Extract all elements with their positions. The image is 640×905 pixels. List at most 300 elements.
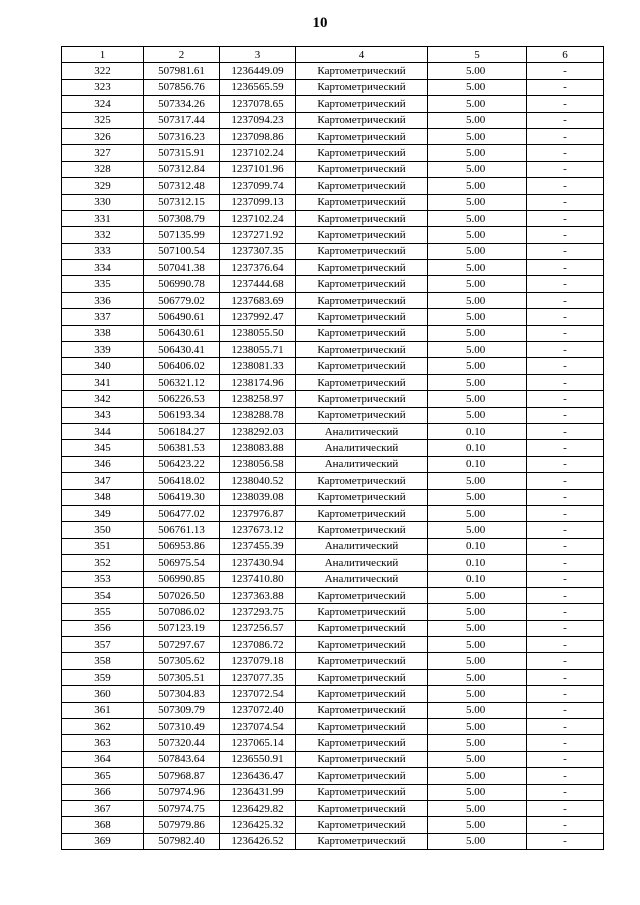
accuracy-cell: 5.00 bbox=[428, 276, 527, 292]
point-number-cell: 369 bbox=[62, 833, 144, 849]
x-coordinate-cell: 507968.87 bbox=[144, 768, 220, 784]
table-row bbox=[62, 555, 604, 571]
x-coordinate-cell: 506990.78 bbox=[144, 276, 220, 292]
note-cell: - bbox=[527, 407, 604, 423]
point-number-cell: 325 bbox=[62, 112, 144, 128]
x-coordinate-cell: 506423.22 bbox=[144, 456, 220, 472]
point-number-cell: 366 bbox=[62, 784, 144, 800]
note-cell: - bbox=[527, 194, 604, 210]
accuracy-cell: 0.10 bbox=[428, 555, 527, 571]
x-coordinate-cell: 507041.38 bbox=[144, 260, 220, 276]
accuracy-cell: 5.00 bbox=[428, 489, 527, 505]
method-cell: Картометрический bbox=[296, 473, 428, 489]
method-cell: Картометрический bbox=[296, 243, 428, 259]
y-coordinate-cell: 1236425.32 bbox=[220, 817, 296, 833]
accuracy-cell: 5.00 bbox=[428, 145, 527, 161]
point-number-cell: 347 bbox=[62, 473, 144, 489]
accuracy-cell: 5.00 bbox=[428, 751, 527, 767]
note-cell: - bbox=[527, 63, 604, 79]
note-cell: - bbox=[527, 620, 604, 636]
method-cell: Картометрический bbox=[296, 374, 428, 390]
accuracy-cell: 0.10 bbox=[428, 571, 527, 587]
note-cell: - bbox=[527, 325, 604, 341]
note-cell: - bbox=[527, 719, 604, 735]
note-cell: - bbox=[527, 112, 604, 128]
accuracy-cell: 5.00 bbox=[428, 210, 527, 226]
accuracy-cell: 5.00 bbox=[428, 587, 527, 603]
x-coordinate-cell: 506381.53 bbox=[144, 440, 220, 456]
method-cell: Картометрический bbox=[296, 768, 428, 784]
point-number-cell: 341 bbox=[62, 374, 144, 390]
note-cell: - bbox=[527, 669, 604, 685]
y-coordinate-cell: 1237099.74 bbox=[220, 178, 296, 194]
y-coordinate-cell: 1237307.35 bbox=[220, 243, 296, 259]
x-coordinate-cell: 506193.34 bbox=[144, 407, 220, 423]
table-row bbox=[62, 489, 604, 505]
note-cell: - bbox=[527, 538, 604, 554]
y-coordinate-cell: 1237086.72 bbox=[220, 637, 296, 653]
table-row bbox=[62, 243, 604, 259]
accuracy-cell: 5.00 bbox=[428, 161, 527, 177]
point-number-cell: 353 bbox=[62, 571, 144, 587]
accuracy-cell: 5.00 bbox=[428, 702, 527, 718]
note-cell: - bbox=[527, 800, 604, 816]
y-coordinate-cell: 1236431.99 bbox=[220, 784, 296, 800]
y-coordinate-cell: 1237102.24 bbox=[220, 210, 296, 226]
point-number-cell: 327 bbox=[62, 145, 144, 161]
method-cell: Картометрический bbox=[296, 735, 428, 751]
note-cell: - bbox=[527, 735, 604, 751]
point-number-cell: 340 bbox=[62, 358, 144, 374]
method-cell: Аналитический bbox=[296, 555, 428, 571]
point-number-cell: 324 bbox=[62, 96, 144, 112]
method-cell: Картометрический bbox=[296, 686, 428, 702]
point-number-cell: 355 bbox=[62, 604, 144, 620]
accuracy-cell: 5.00 bbox=[428, 522, 527, 538]
point-number-cell: 332 bbox=[62, 227, 144, 243]
table-row bbox=[62, 686, 604, 702]
accuracy-cell: 0.10 bbox=[428, 440, 527, 456]
x-coordinate-cell: 507312.48 bbox=[144, 178, 220, 194]
x-coordinate-cell: 507974.75 bbox=[144, 800, 220, 816]
y-coordinate-cell: 1236565.59 bbox=[220, 79, 296, 95]
point-number-cell: 350 bbox=[62, 522, 144, 538]
table-row bbox=[62, 604, 604, 620]
table-row bbox=[62, 178, 604, 194]
table-row bbox=[62, 456, 604, 472]
accuracy-cell: 5.00 bbox=[428, 768, 527, 784]
note-cell: - bbox=[527, 423, 604, 439]
method-cell: Картометрический bbox=[296, 620, 428, 636]
accuracy-cell: 5.00 bbox=[428, 686, 527, 702]
method-cell: Картометрический bbox=[296, 161, 428, 177]
y-coordinate-cell: 1237099.13 bbox=[220, 194, 296, 210]
y-coordinate-cell: 1237410.80 bbox=[220, 571, 296, 587]
table-row bbox=[62, 309, 604, 325]
table-row bbox=[62, 440, 604, 456]
y-coordinate-cell: 1236436.47 bbox=[220, 768, 296, 784]
point-number-cell: 364 bbox=[62, 751, 144, 767]
x-coordinate-cell: 507843.64 bbox=[144, 751, 220, 767]
y-coordinate-cell: 1237455.39 bbox=[220, 538, 296, 554]
note-cell: - bbox=[527, 489, 604, 505]
method-cell: Картометрический bbox=[296, 112, 428, 128]
note-cell: - bbox=[527, 243, 604, 259]
point-number-cell: 357 bbox=[62, 637, 144, 653]
table-row bbox=[62, 751, 604, 767]
accuracy-cell: 0.10 bbox=[428, 456, 527, 472]
point-number-cell: 338 bbox=[62, 325, 144, 341]
note-cell: - bbox=[527, 358, 604, 374]
table-row bbox=[62, 227, 604, 243]
note-cell: - bbox=[527, 555, 604, 571]
x-coordinate-cell: 507982.40 bbox=[144, 833, 220, 849]
table-row bbox=[62, 522, 604, 538]
point-number-cell: 349 bbox=[62, 505, 144, 521]
table-row bbox=[62, 800, 604, 816]
x-coordinate-cell: 506184.27 bbox=[144, 423, 220, 439]
accuracy-cell: 5.00 bbox=[428, 719, 527, 735]
table-row bbox=[62, 817, 604, 833]
method-cell: Картометрический bbox=[296, 325, 428, 341]
method-cell: Картометрический bbox=[296, 751, 428, 767]
point-number-cell: 330 bbox=[62, 194, 144, 210]
y-coordinate-cell: 1237363.88 bbox=[220, 587, 296, 603]
point-number-cell: 346 bbox=[62, 456, 144, 472]
x-coordinate-cell: 506975.54 bbox=[144, 555, 220, 571]
column-header: 4 bbox=[296, 47, 428, 63]
note-cell: - bbox=[527, 210, 604, 226]
method-cell: Картометрический bbox=[296, 63, 428, 79]
note-cell: - bbox=[527, 768, 604, 784]
y-coordinate-cell: 1238288.78 bbox=[220, 407, 296, 423]
point-number-cell: 335 bbox=[62, 276, 144, 292]
method-cell: Картометрический bbox=[296, 489, 428, 505]
note-cell: - bbox=[527, 456, 604, 472]
note-cell: - bbox=[527, 128, 604, 144]
x-coordinate-cell: 507135.99 bbox=[144, 227, 220, 243]
method-cell: Картометрический bbox=[296, 178, 428, 194]
y-coordinate-cell: 1237101.96 bbox=[220, 161, 296, 177]
column-header: 6 bbox=[527, 47, 604, 63]
note-cell: - bbox=[527, 571, 604, 587]
y-coordinate-cell: 1237293.75 bbox=[220, 604, 296, 620]
accuracy-cell: 5.00 bbox=[428, 260, 527, 276]
method-cell: Аналитический bbox=[296, 571, 428, 587]
note-cell: - bbox=[527, 702, 604, 718]
y-coordinate-cell: 1237079.18 bbox=[220, 653, 296, 669]
point-number-cell: 326 bbox=[62, 128, 144, 144]
accuracy-cell: 5.00 bbox=[428, 63, 527, 79]
note-cell: - bbox=[527, 96, 604, 112]
table-body bbox=[62, 63, 604, 850]
point-number-cell: 354 bbox=[62, 587, 144, 603]
note-cell: - bbox=[527, 79, 604, 95]
x-coordinate-cell: 506490.61 bbox=[144, 309, 220, 325]
table-row bbox=[62, 407, 604, 423]
y-coordinate-cell: 1237430.94 bbox=[220, 555, 296, 571]
point-number-cell: 343 bbox=[62, 407, 144, 423]
x-coordinate-cell: 507312.84 bbox=[144, 161, 220, 177]
table-row bbox=[62, 63, 604, 79]
point-number-cell: 322 bbox=[62, 63, 144, 79]
accuracy-cell: 5.00 bbox=[428, 194, 527, 210]
accuracy-cell: 0.10 bbox=[428, 423, 527, 439]
method-cell: Картометрический bbox=[296, 128, 428, 144]
table-row bbox=[62, 768, 604, 784]
x-coordinate-cell: 507305.51 bbox=[144, 669, 220, 685]
note-cell: - bbox=[527, 440, 604, 456]
y-coordinate-cell: 1238056.58 bbox=[220, 456, 296, 472]
point-number-cell: 351 bbox=[62, 538, 144, 554]
accuracy-cell: 5.00 bbox=[428, 653, 527, 669]
accuracy-cell: 5.00 bbox=[428, 79, 527, 95]
method-cell: Картометрический bbox=[296, 505, 428, 521]
note-cell: - bbox=[527, 292, 604, 308]
x-coordinate-cell: 507334.26 bbox=[144, 96, 220, 112]
accuracy-cell: 5.00 bbox=[428, 243, 527, 259]
note-cell: - bbox=[527, 178, 604, 194]
accuracy-cell: 5.00 bbox=[428, 817, 527, 833]
x-coordinate-cell: 506779.02 bbox=[144, 292, 220, 308]
method-cell: Картометрический bbox=[296, 833, 428, 849]
note-cell: - bbox=[527, 473, 604, 489]
note-cell: - bbox=[527, 260, 604, 276]
accuracy-cell: 5.00 bbox=[428, 407, 527, 423]
y-coordinate-cell: 1238055.71 bbox=[220, 342, 296, 358]
x-coordinate-cell: 507981.61 bbox=[144, 63, 220, 79]
method-cell: Картометрический bbox=[296, 407, 428, 423]
note-cell: - bbox=[527, 309, 604, 325]
coordinates-table bbox=[61, 46, 604, 850]
table-row bbox=[62, 276, 604, 292]
table-row bbox=[62, 210, 604, 226]
table-row bbox=[62, 96, 604, 112]
y-coordinate-cell: 1236550.91 bbox=[220, 751, 296, 767]
note-cell: - bbox=[527, 276, 604, 292]
method-cell: Картометрический bbox=[296, 391, 428, 407]
accuracy-cell: 0.10 bbox=[428, 538, 527, 554]
method-cell: Картометрический bbox=[296, 702, 428, 718]
y-coordinate-cell: 1237072.54 bbox=[220, 686, 296, 702]
method-cell: Картометрический bbox=[296, 227, 428, 243]
table-row bbox=[62, 538, 604, 554]
note-cell: - bbox=[527, 751, 604, 767]
note-cell: - bbox=[527, 391, 604, 407]
x-coordinate-cell: 507297.67 bbox=[144, 637, 220, 653]
y-coordinate-cell: 1237098.86 bbox=[220, 128, 296, 144]
method-cell: Картометрический bbox=[296, 719, 428, 735]
accuracy-cell: 5.00 bbox=[428, 637, 527, 653]
y-coordinate-cell: 1237992.47 bbox=[220, 309, 296, 325]
point-number-cell: 344 bbox=[62, 423, 144, 439]
note-cell: - bbox=[527, 637, 604, 653]
note-cell: - bbox=[527, 604, 604, 620]
y-coordinate-cell: 1237065.14 bbox=[220, 735, 296, 751]
y-coordinate-cell: 1238055.50 bbox=[220, 325, 296, 341]
accuracy-cell: 5.00 bbox=[428, 669, 527, 685]
table-row bbox=[62, 391, 604, 407]
method-cell: Аналитический bbox=[296, 538, 428, 554]
y-coordinate-cell: 1237094.23 bbox=[220, 112, 296, 128]
point-number-cell: 328 bbox=[62, 161, 144, 177]
x-coordinate-cell: 507316.23 bbox=[144, 128, 220, 144]
method-cell: Картометрический bbox=[296, 522, 428, 538]
x-coordinate-cell: 506419.30 bbox=[144, 489, 220, 505]
y-coordinate-cell: 1237673.12 bbox=[220, 522, 296, 538]
x-coordinate-cell: 507100.54 bbox=[144, 243, 220, 259]
note-cell: - bbox=[527, 833, 604, 849]
accuracy-cell: 5.00 bbox=[428, 292, 527, 308]
x-coordinate-cell: 506321.12 bbox=[144, 374, 220, 390]
method-cell: Картометрический bbox=[296, 96, 428, 112]
accuracy-cell: 5.00 bbox=[428, 374, 527, 390]
y-coordinate-cell: 1238292.03 bbox=[220, 423, 296, 439]
point-number-cell: 368 bbox=[62, 817, 144, 833]
accuracy-cell: 5.00 bbox=[428, 112, 527, 128]
method-cell: Аналитический bbox=[296, 423, 428, 439]
method-cell: Картометрический bbox=[296, 260, 428, 276]
accuracy-cell: 5.00 bbox=[428, 178, 527, 194]
note-cell: - bbox=[527, 161, 604, 177]
accuracy-cell: 5.00 bbox=[428, 96, 527, 112]
method-cell: Картометрический bbox=[296, 292, 428, 308]
table-row bbox=[62, 784, 604, 800]
accuracy-cell: 5.00 bbox=[428, 833, 527, 849]
table-row bbox=[62, 637, 604, 653]
point-number-cell: 336 bbox=[62, 292, 144, 308]
x-coordinate-cell: 507974.96 bbox=[144, 784, 220, 800]
table-row bbox=[62, 292, 604, 308]
column-header: 5 bbox=[428, 47, 527, 63]
y-coordinate-cell: 1238040.52 bbox=[220, 473, 296, 489]
point-number-cell: 356 bbox=[62, 620, 144, 636]
x-coordinate-cell: 506430.41 bbox=[144, 342, 220, 358]
method-cell: Картометрический bbox=[296, 194, 428, 210]
x-coordinate-cell: 507312.15 bbox=[144, 194, 220, 210]
table-row bbox=[62, 342, 604, 358]
table-row bbox=[62, 79, 604, 95]
table-row bbox=[62, 505, 604, 521]
note-cell: - bbox=[527, 653, 604, 669]
y-coordinate-cell: 1237102.24 bbox=[220, 145, 296, 161]
column-header: 2 bbox=[144, 47, 220, 63]
x-coordinate-cell: 506953.86 bbox=[144, 538, 220, 554]
point-number-cell: 358 bbox=[62, 653, 144, 669]
table-row bbox=[62, 161, 604, 177]
table-header-row bbox=[62, 47, 604, 63]
method-cell: Аналитический bbox=[296, 440, 428, 456]
point-number-cell: 339 bbox=[62, 342, 144, 358]
method-cell: Картометрический bbox=[296, 653, 428, 669]
note-cell: - bbox=[527, 505, 604, 521]
y-coordinate-cell: 1236429.82 bbox=[220, 800, 296, 816]
y-coordinate-cell: 1237271.92 bbox=[220, 227, 296, 243]
note-cell: - bbox=[527, 374, 604, 390]
page-number: 10 bbox=[312, 15, 328, 31]
table-row bbox=[62, 112, 604, 128]
point-number-cell: 333 bbox=[62, 243, 144, 259]
point-number-cell: 352 bbox=[62, 555, 144, 571]
point-number-cell: 345 bbox=[62, 440, 144, 456]
y-coordinate-cell: 1236426.52 bbox=[220, 833, 296, 849]
accuracy-cell: 5.00 bbox=[428, 604, 527, 620]
x-coordinate-cell: 507308.79 bbox=[144, 210, 220, 226]
y-coordinate-cell: 1238083.88 bbox=[220, 440, 296, 456]
x-coordinate-cell: 506430.61 bbox=[144, 325, 220, 341]
method-cell: Картометрический bbox=[296, 669, 428, 685]
x-coordinate-cell: 507304.83 bbox=[144, 686, 220, 702]
y-coordinate-cell: 1238039.08 bbox=[220, 489, 296, 505]
point-number-cell: 331 bbox=[62, 210, 144, 226]
x-coordinate-cell: 507320.44 bbox=[144, 735, 220, 751]
table-row bbox=[62, 833, 604, 849]
point-number-cell: 348 bbox=[62, 489, 144, 505]
accuracy-cell: 5.00 bbox=[428, 325, 527, 341]
table-row bbox=[62, 325, 604, 341]
x-coordinate-cell: 506477.02 bbox=[144, 505, 220, 521]
y-coordinate-cell: 1238258.97 bbox=[220, 391, 296, 407]
table-row bbox=[62, 358, 604, 374]
x-coordinate-cell: 506406.02 bbox=[144, 358, 220, 374]
method-cell: Картометрический bbox=[296, 210, 428, 226]
x-coordinate-cell: 507979.86 bbox=[144, 817, 220, 833]
point-number-cell: 337 bbox=[62, 309, 144, 325]
accuracy-cell: 5.00 bbox=[428, 800, 527, 816]
accuracy-cell: 5.00 bbox=[428, 309, 527, 325]
accuracy-cell: 5.00 bbox=[428, 735, 527, 751]
table-row bbox=[62, 473, 604, 489]
point-number-cell: 323 bbox=[62, 79, 144, 95]
method-cell: Картометрический bbox=[296, 276, 428, 292]
y-coordinate-cell: 1237683.69 bbox=[220, 292, 296, 308]
note-cell: - bbox=[527, 342, 604, 358]
column-header: 1 bbox=[62, 47, 144, 63]
x-coordinate-cell: 507305.62 bbox=[144, 653, 220, 669]
accuracy-cell: 5.00 bbox=[428, 128, 527, 144]
table-row bbox=[62, 620, 604, 636]
x-coordinate-cell: 507310.49 bbox=[144, 719, 220, 735]
point-number-cell: 329 bbox=[62, 178, 144, 194]
note-cell: - bbox=[527, 522, 604, 538]
method-cell: Картометрический bbox=[296, 587, 428, 603]
note-cell: - bbox=[527, 817, 604, 833]
y-coordinate-cell: 1237077.35 bbox=[220, 669, 296, 685]
method-cell: Картометрический bbox=[296, 604, 428, 620]
method-cell: Аналитический bbox=[296, 456, 428, 472]
y-coordinate-cell: 1238174.96 bbox=[220, 374, 296, 390]
accuracy-cell: 5.00 bbox=[428, 784, 527, 800]
table-row bbox=[62, 702, 604, 718]
method-cell: Картометрический bbox=[296, 637, 428, 653]
x-coordinate-cell: 506226.53 bbox=[144, 391, 220, 407]
accuracy-cell: 5.00 bbox=[428, 342, 527, 358]
y-coordinate-cell: 1237256.57 bbox=[220, 620, 296, 636]
point-number-cell: 367 bbox=[62, 800, 144, 816]
y-coordinate-cell: 1237078.65 bbox=[220, 96, 296, 112]
point-number-cell: 363 bbox=[62, 735, 144, 751]
point-number-cell: 342 bbox=[62, 391, 144, 407]
method-cell: Картометрический bbox=[296, 342, 428, 358]
point-number-cell: 334 bbox=[62, 260, 144, 276]
x-coordinate-cell: 506990.85 bbox=[144, 571, 220, 587]
point-number-cell: 361 bbox=[62, 702, 144, 718]
point-number-cell: 362 bbox=[62, 719, 144, 735]
y-coordinate-cell: 1237072.40 bbox=[220, 702, 296, 718]
x-coordinate-cell: 507123.19 bbox=[144, 620, 220, 636]
note-cell: - bbox=[527, 145, 604, 161]
method-cell: Картометрический bbox=[296, 145, 428, 161]
